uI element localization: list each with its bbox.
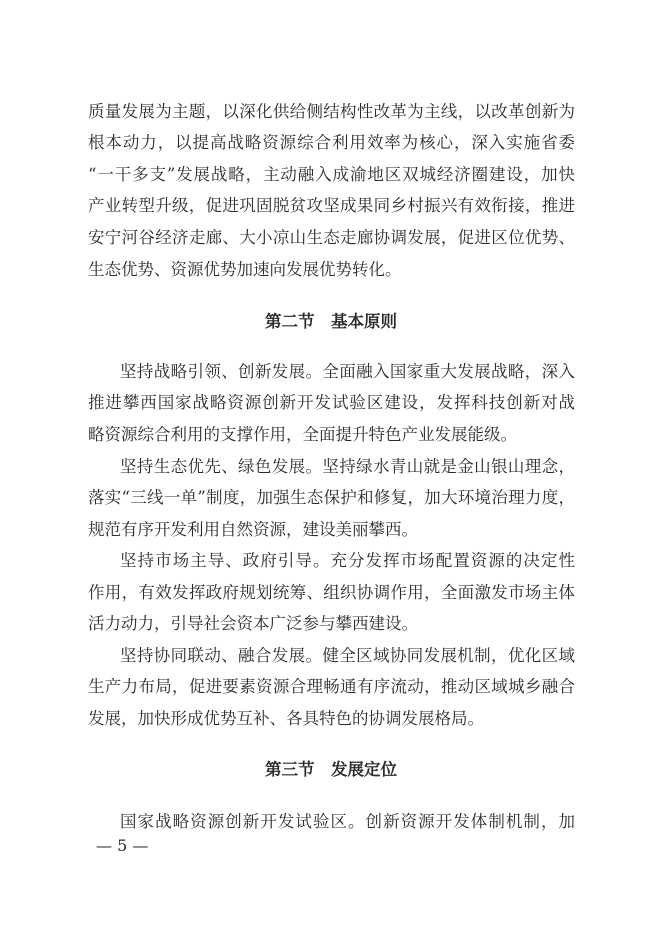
body-line: 坚持战略引领、创新发展。全面融入国家重大发展战略，深入 [120,362,575,381]
body-line: 落实“三线一单”制度，加强生态保护和修复，加大环境治理力度， [88,488,575,507]
page-number: — 5 — [96,836,149,855]
body-line: 坚持生态优先、绿色发展。坚持绿水青山就是金山银山理念， [120,457,575,476]
body-line: 发展，加快形成优势互补、各具特色的协调发展格局。 [88,709,484,728]
body-line: 质量发展为主题，以深化供给侧结构性改革为主线，以改革创新为 [88,102,575,121]
section-heading: 第二节 基本原则 [265,312,397,331]
body-line: 活力动力，引导社会资本广泛参与攀西建设。 [88,614,418,633]
body-line: 产业转型升级，促进巩固脱贫攻坚成果同乡村振兴有效衔接，推进 [88,196,575,215]
body-line: “一干多支”发展战略，主动融入成渝地区双城经济圈建设，加快 [88,165,575,184]
body-line: 略资源综合利用的支撑作用，全面提升特色产业发展能级。 [88,425,517,444]
body-line: 根本动力，以提高战略资源综合利用效率为核心，深入实施省委 [88,133,575,152]
body-line: 安宁河谷经济走廊、大小凉山生态走廊协调发展，促进区位优势、 [88,228,575,247]
section-heading: 第三节 发展定位 [265,760,397,779]
body-line: 国家战略资源创新开发试验区。创新资源开发体制机制，加 [120,812,575,831]
body-line: 规范有序开发利用自然资源，建设美丽攀西。 [88,520,418,539]
body-line: 生态优势、资源优势加速向发展优势转化。 [88,260,402,279]
body-line: 作用，有效发挥政府规划统筹、组织协调作用，全面激发市场主体 [88,583,575,602]
body-line: 坚持协同联动、融合发展。健全区域协同发展机制，优化区域 [120,646,575,665]
body-line: 推进攀西国家战略资源创新开发试验区建设，发挥科技创新对战 [88,393,575,412]
body-line: 坚持市场主导、政府引导。充分发挥市场配置资源的决定性 [120,551,575,570]
body-line: 生产力布局，促进要素资源合理畅通有序流动，推动区域城乡融合 [88,677,575,696]
